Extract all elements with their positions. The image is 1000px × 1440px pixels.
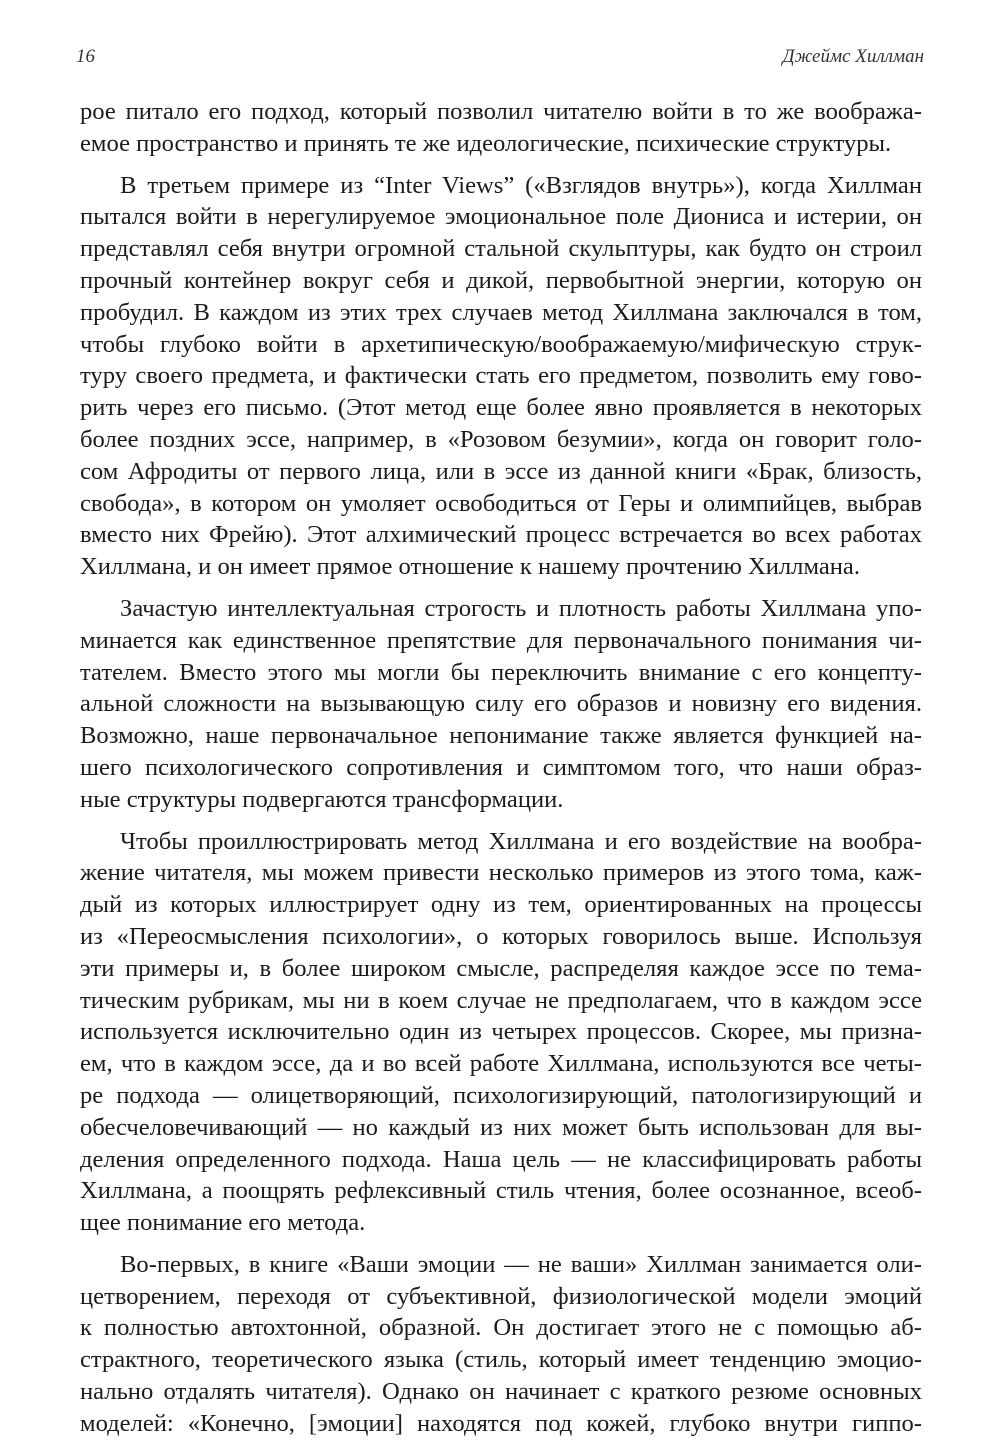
text-line: пробудил. В каждом из этих трех случаев метод Хиллмана заключался в том,	[80, 298, 922, 326]
text-line: ем, что в каждом эссе, да и во всей работе Хиллмана, используются все четы-	[80, 1050, 922, 1078]
text-line: ре подхода — олицетворяющий, психологизирующий, патологизирующий и	[80, 1081, 922, 1109]
text-line: ные структуры подвергаются трансформации.	[80, 785, 564, 813]
paragraph	[80, 1249, 922, 1440]
text-line: нально отдалять читателя). Однако он начинает с краткого резюме основных	[80, 1378, 922, 1406]
text-line: деления определенного подхода. Наша цель — не классифицировать работы	[80, 1145, 922, 1173]
text-line: более поздних эссе, например, в «Розовом безумии», когда он говорит голо-	[80, 425, 922, 453]
text-line: шего психологического сопротивления и симптомом того, что наши образ-	[80, 753, 922, 781]
paragraph	[80, 96, 922, 160]
paragraph	[80, 170, 922, 583]
text-line: страктного, теоретического языка (стиль, который имеет тенденцию эмоцио-	[80, 1346, 922, 1374]
text-line: из «Переосмысления психологии», о которых говорилось выше. Используя	[80, 922, 922, 950]
text-line: чтобы глубоко войти в архетипическую/воображаемую/мифическую струк-	[80, 330, 922, 358]
running-head-author: Джеймс Хиллман	[782, 46, 924, 67]
text-line: представлял себя внутри огромной стальной скульптуры, как будто он строил	[80, 235, 922, 263]
text-line: минается как единственное препятствие для первоначального понимания чи-	[80, 626, 922, 654]
body-text	[80, 96, 922, 1440]
text-line: цетворением, переходя от субъективной, физиологической модели эмоций	[80, 1282, 922, 1310]
text-line: емое пространство и принять те же идеологические, психические структуры.	[80, 129, 892, 157]
text-line: используется исключительно один из четырех процессов. Скорее, мы призна-	[80, 1018, 922, 1046]
text-line: моделей: «Конечно, [эмоции] находятся под кожей, глубоко внутри гиппо-	[80, 1409, 922, 1437]
text-line: щее понимание его метода.	[80, 1209, 366, 1237]
text-line: эти примеры и, в более широком смысле, распределяя каждое эссе по тема-	[80, 954, 922, 982]
text-line: жение читателя, мы можем привести несколько примеров из этого тома, каж-	[80, 859, 922, 887]
text-line: альной сложности на вызывающую силу его образов и новизну его видения.	[80, 690, 922, 718]
text-line: тателем. Вместо этого мы могли бы переключить внимание с его концепту-	[80, 658, 922, 686]
text-line: Чтобы проиллюстрировать метод Хиллмана и его воздействие на вообра-	[120, 827, 922, 855]
text-line: Возможно, наше первоначальное непонимание также является функцией на-	[80, 722, 922, 750]
text-line: обесчеловечивающий — но каждый из них может быть использован для вы-	[80, 1113, 922, 1141]
text-line: дый из которых иллюстрирует одну из тем, ориентированных на процессы	[80, 891, 922, 919]
paragraph	[80, 826, 922, 1239]
text-line: к полностью автохтонной, образной. Он достигает этого не с помощью аб-	[80, 1314, 922, 1342]
text-line: прочный контейнер вокруг себя и дикой, первобытной энергии, которую он	[80, 266, 922, 294]
text-line: вместо них Фрейю). Этот алхимический процесс встречается во всех работах	[80, 521, 922, 549]
text-line: рить через его письмо. (Этот метод еще более явно проявляется в некоторых	[80, 394, 922, 422]
text-line: свобода», в котором он умоляет освободиться от Геры и олимпийцев, выбрав	[80, 489, 922, 517]
running-head	[76, 46, 924, 76]
text-line: сом Афродиты от первого лица, или в эссе из данной книги «Брак, близость,	[80, 457, 922, 485]
text-line: Зачастую интеллектуальная строгость и плотность работы Хиллмана упо-	[120, 594, 922, 622]
text-line: Хиллмана, и он имеет прямое отношение к нашему прочтению Хиллмана.	[80, 553, 860, 581]
page-number: 16	[76, 46, 95, 67]
text-line: Во-первых, в книге «Ваши эмоции — не ваши» Хиллман занимается оли-	[120, 1250, 922, 1278]
text-line: В третьем примере из “Inter Views” («Взглядов внутрь»), когда Хиллман	[120, 171, 922, 199]
text-line: Хиллмана, а поощрять рефлексивный стиль чтения, более осознанное, всеоб-	[80, 1177, 922, 1205]
text-line: пытался войти в нерегулируемое эмоциональное поле Диониса и истерии, он	[80, 203, 922, 231]
text-line: туру своего предмета, и фактически стать его предметом, позволить ему гово-	[80, 362, 922, 390]
text-line: тическим рубрикам, мы ни в коем случае не предполагаем, что в каждом эссе	[80, 986, 922, 1014]
text-line: рое питало его подход, который позволил читателю войти в то же вообража-	[80, 98, 922, 125]
paragraph	[80, 593, 922, 816]
